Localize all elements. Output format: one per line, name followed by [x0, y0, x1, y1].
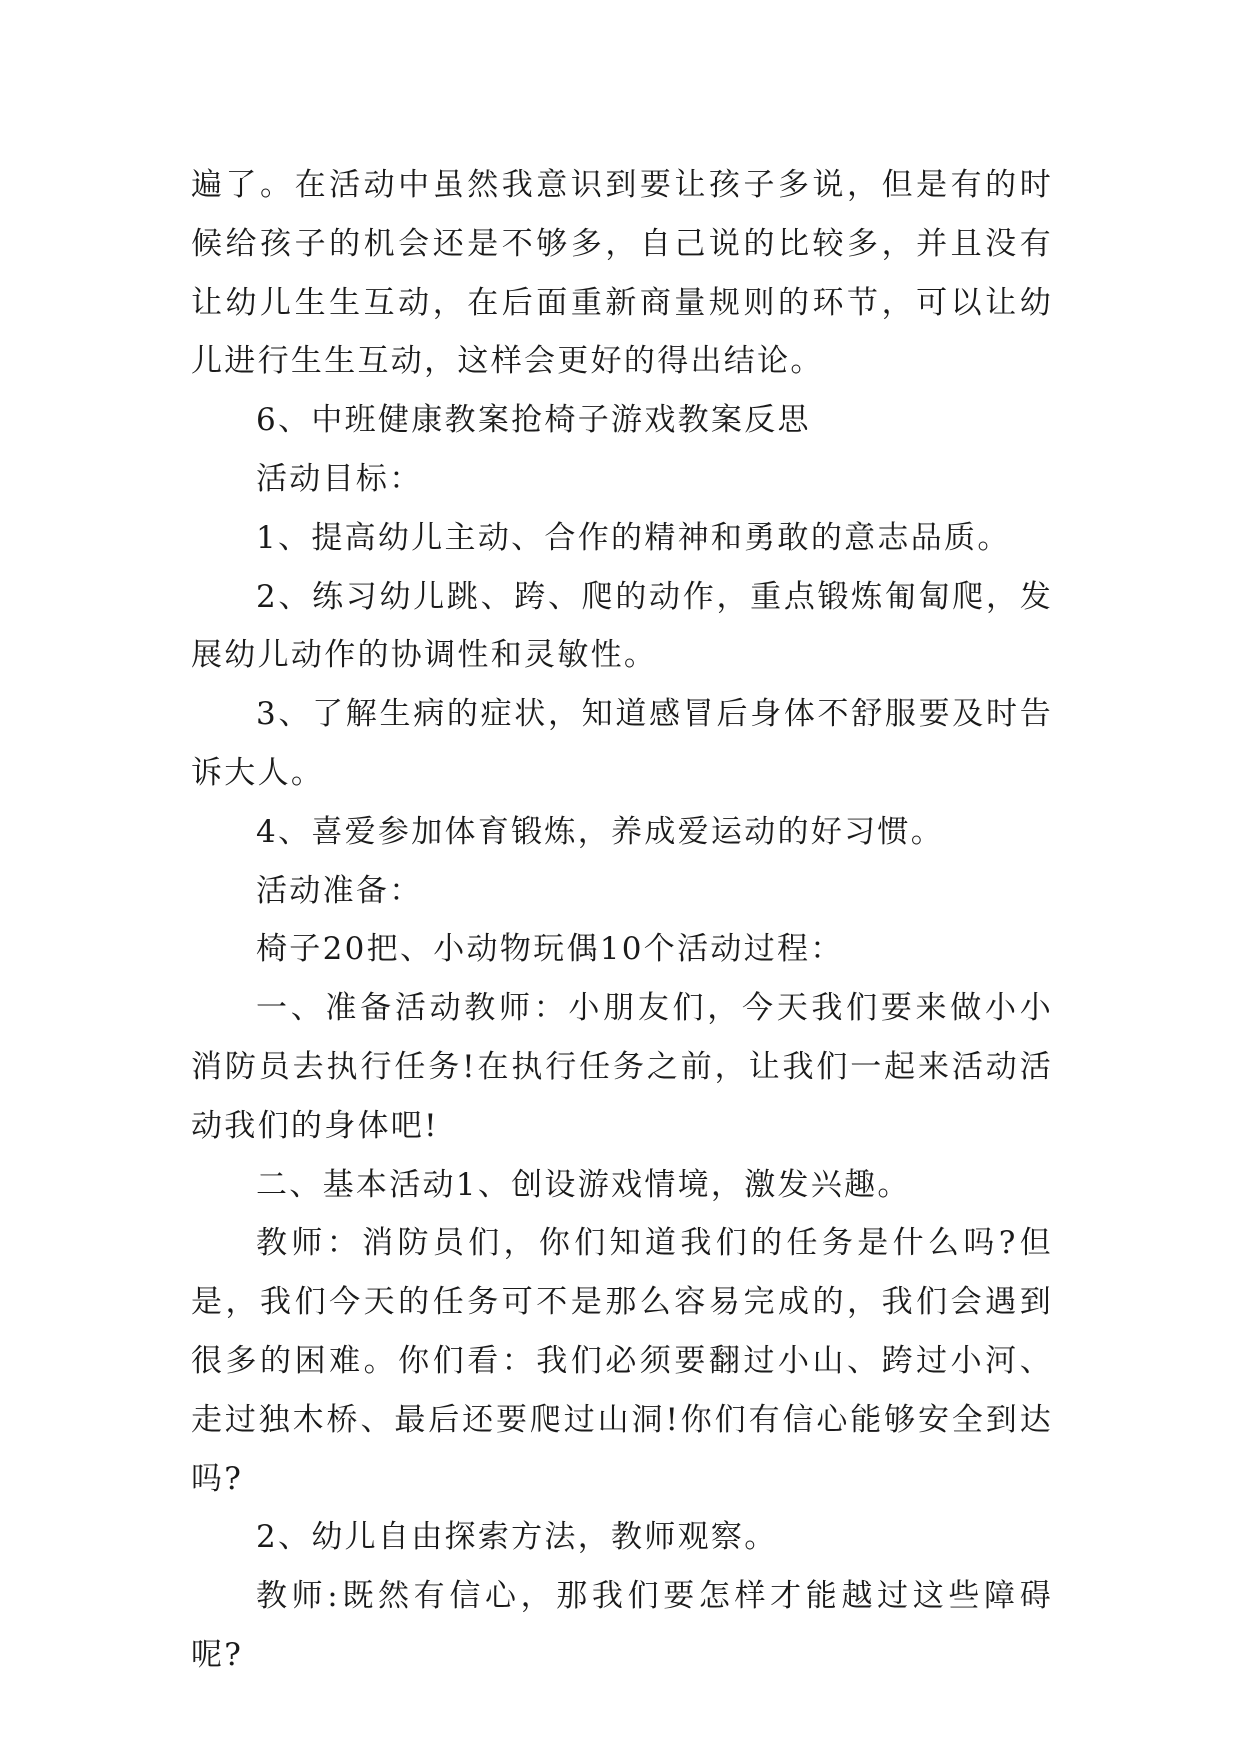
paragraph: 一、准备活动教师：小朋友们，今天我们要来做小小消防员去执行任务!在执行任务之前，让我们一起来活动活动我们的身体吧! — [191, 990, 1053, 1144]
paragraph: 2、幼儿自由探索方法，教师观察。 — [256, 1519, 778, 1556]
goal-item: 1、提高幼儿主动、合作的精神和勇敢的意志品质。 — [256, 519, 1011, 556]
document-body — [191, 156, 1053, 1685]
paragraph: 椅子20把、小动物玩偶10个活动过程： — [256, 931, 844, 968]
paragraph: 教师:既然有信心，那我们要怎样才能越过这些障碍呢? — [191, 1578, 1053, 1673]
goal-item: 4、喜爱参加体育锻炼，养成爱运动的好习惯。 — [256, 813, 945, 850]
paragraph: 教师：消防员们，你们知道我们的任务是什么吗?但是，我们今天的任务可不是那么容易完成的，我们会遇到很多的困难。你们看：我们必须要翻过小山、跨过小河、走过独木桥、最后还要爬过山洞!你们有信心能够安全到达吗? — [191, 1225, 1053, 1497]
paragraph: 二、基本活动1、创设游戏情境，激发兴趣。 — [256, 1166, 911, 1203]
goal-item: 2、练习幼儿跳、跨、爬的动作，重点锻炼匍匐爬，发展幼儿动作的协调性和灵敏性。 — [191, 578, 1053, 674]
subheading-goals: 活动目标： — [256, 460, 423, 497]
goal-item: 3、了解生病的症状，知道感冒后身体不舒服要及时告诉大人。 — [191, 696, 1053, 791]
paragraph-continuation: 遍了。在活动中虽然我意识到要让孩子多说，但是有的时候给孩子的机会还是不够多，自己说的比较多，并且没有让幼儿生生互动，在后面重新商量规则的环节，可以让幼儿进行生生互动，这样会更好的得出结论。 — [191, 167, 1053, 380]
section-heading: 6、中班健康教案抢椅子游戏教案反思 — [256, 402, 811, 439]
subheading-preparation: 活动准备： — [256, 872, 423, 909]
